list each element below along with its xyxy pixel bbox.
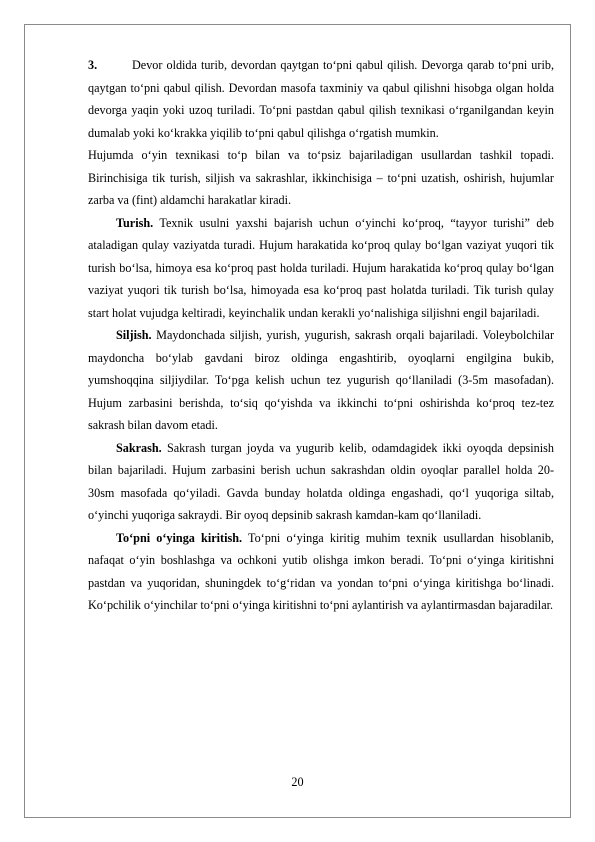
paragraph-heading: Sakrash. — [116, 440, 162, 455]
paragraph-text: Texnik usulni yaxshi bajarish uchun o‘yinchi ko‘proq, “tayyor turishi” deb ataladigan qulay vaziyatda turadi. Hujum harakatida ko‘proq qulay bo‘lgan vaziyat yuqori tik turish bo‘lsa, himoya esa ko‘proq past holda turiladi. Hujum harakatida ko‘proq qulay bo‘lgan vaziyat yuqori tik turish bo‘lsa, himoyada esa ko‘proq past holatda turiladi. Tik turish qulay start holat vujudga keltiradi, keyinchalik undan kerakli yo‘nalishiga siljishni engil bajariladi. — [88, 215, 554, 320]
paragraph-stance — [88, 212, 554, 325]
paragraph-heading: To‘pni o‘yinga kiritish. — [116, 530, 243, 545]
page-number: 20 — [291, 775, 304, 789]
paragraph-heading: Turish. — [116, 215, 154, 230]
paragraph-movement — [88, 324, 554, 437]
paragraph-heading: Siljish. — [116, 328, 152, 342]
document-body — [88, 54, 554, 617]
paragraph-text: Maydonchada siljish, yurish, yugurish, sakrash orqali bajariladi. Voleybolchilar maydoncha bo‘ylab gavdani biroz oldinga engashtirib, oyoqlarni engilgina bukib, yumshoqqina siljiydilar. To‘pga kelish uchun tez yugurish qo‘llaniladi (3-5m masofadan). Hujum zarbasini berishda, to‘siq qo‘yishda va ikkinchi to‘pni oshirishda ko‘proq tez-tez sakrash bilan davom etadi. — [88, 328, 554, 432]
item-number: 3. — [88, 58, 98, 72]
paragraph-jump — [88, 437, 554, 527]
paragraph-text: Devor oldida turib, devordan qaytgan to‘pni qabul qilish. Devorga qarab to‘pni urib, qaytgan to‘pni qabul qilish. Devordan masofa taxminiy va qabul qilishni hisobga olgan holda devorga yaqin yoki uzoq turiladi. To‘pni pastdan qabul qilish texnikasi o‘rganilgandan keyin dumalab yoki ko‘krakka yiqilib to‘pni qabul qilishga o‘rgatish mumkin. — [88, 58, 554, 140]
paragraph-text: Hujumda o‘yin texnikasi to‘p bilan va to‘psiz bajariladigan usullardan tashkil topadi. Birinchisiga tik turish, siljish va sakrashlar, ikkinchisiga – to‘pni uzatish, oshirish, hujumlar zarba va (fint) aldamchi harakatlar kiradi. — [88, 148, 554, 207]
paragraph-wall-reception — [88, 54, 554, 144]
paragraph-text: Sakrash turgan joyda va yugurib kelib, odamdagidek ikki oyoqda depsinish bilan bajariladi. Hujum zarbasini berish uchun sakrashdan oldin oyoqlar parallel holda 20-30sm masofada qo‘yiladi. Gavda bunday holatda oldinga engashadi, qo‘l yuqoriga siltab, o‘yinchi yuqoriga sakraydi. Bir oyoq depsinib sakrash kamdan-kam qo‘llaniladi. — [88, 440, 554, 522]
paragraph-text: To‘pni o‘yinga kiritig muhim texnik usullardan hisoblanib, nafaqat o‘yin boshlashga va ochkoni yutib olishga imkon beradi. To‘pni o‘yinga kiritishni pastdan va yuqoridan, shuningdek to‘g‘ridan va yondan to‘pni o‘yinga kiritishga bo‘linadi. Ko‘pchilik o‘yinchilar to‘pni o‘yinga kiritishni to‘pni aylantirish va aylantirmasdan bajaradilar. — [88, 530, 554, 612]
paragraph-attack-technique — [88, 144, 554, 212]
paragraph-serve — [88, 527, 554, 617]
